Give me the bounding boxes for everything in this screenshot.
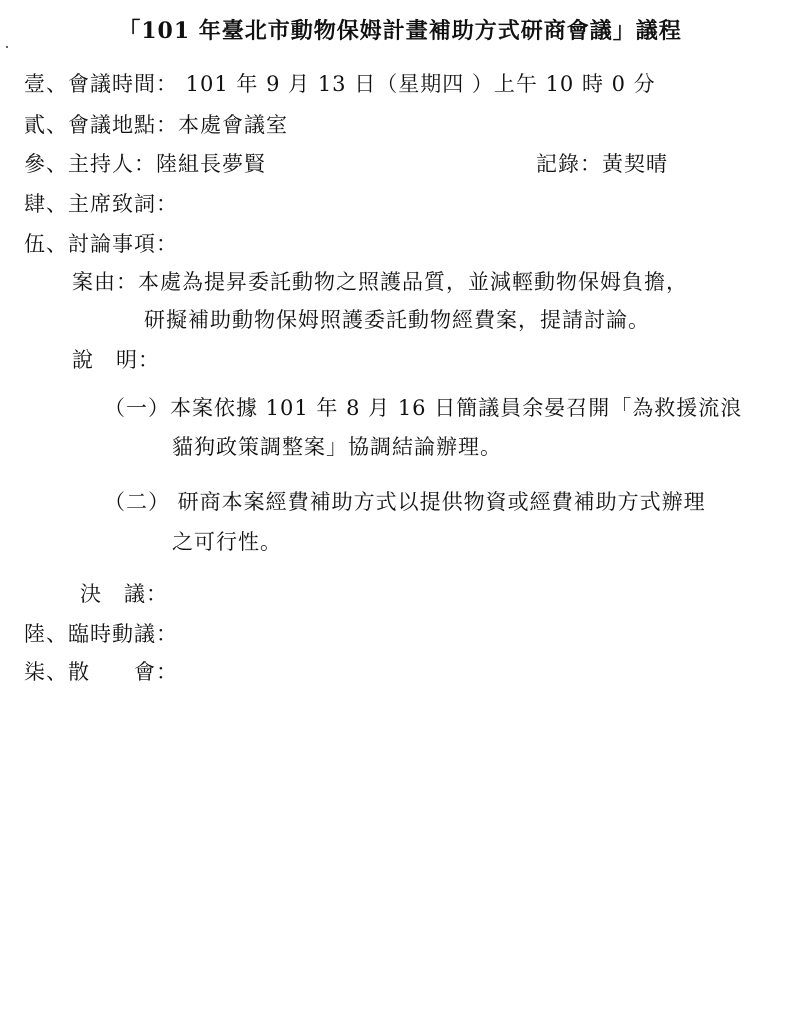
- meeting-host: 參、主持人：陸組長夢賢: [24, 152, 266, 176]
- meeting-recorder: 記錄：黃契晴: [536, 152, 668, 176]
- scan-mark: [6, 46, 8, 48]
- explanation-2-line2: 之可行性。: [172, 530, 282, 554]
- agenda-title: 「101 年臺北市動物保姆計畫補助方式研商會議」議程: [118, 18, 682, 44]
- explanation-1-line2: 貓狗政策調整案」協調結論辦理。: [172, 435, 502, 459]
- meeting-location: 貳、會議地點：本處會議室: [24, 113, 288, 137]
- case-reason-line1: 案由：本處為提昇委託動物之照護品質，並減輕動物保姆負擔，: [72, 270, 688, 294]
- adjournment: 柒、散 會：: [24, 660, 178, 684]
- explanation-2-line1: （二） 研商本案經費補助方式以提供物資或經費補助方式辦理: [104, 490, 706, 514]
- resolution-label: 決 議：: [80, 582, 168, 606]
- discussion-items: 伍、討論事項：: [24, 232, 178, 256]
- extempore-motions: 陸、臨時動議：: [24, 622, 178, 646]
- explanation-label: 說 明：: [72, 348, 160, 372]
- explanation-1-line1: （一）本案依據 101 年 8 月 16 日簡議員余晏召開「為救援流浪: [104, 396, 743, 420]
- chair-remarks: 肆、主席致詞：: [24, 192, 178, 216]
- case-reason-line2: 研擬補助動物保姆照護委託動物經費案，提請討論。: [144, 308, 650, 332]
- meeting-time: 壹、會議時間： 101 年 9 月 13 日（星期四 ）上午 10 時 0 分: [24, 72, 656, 96]
